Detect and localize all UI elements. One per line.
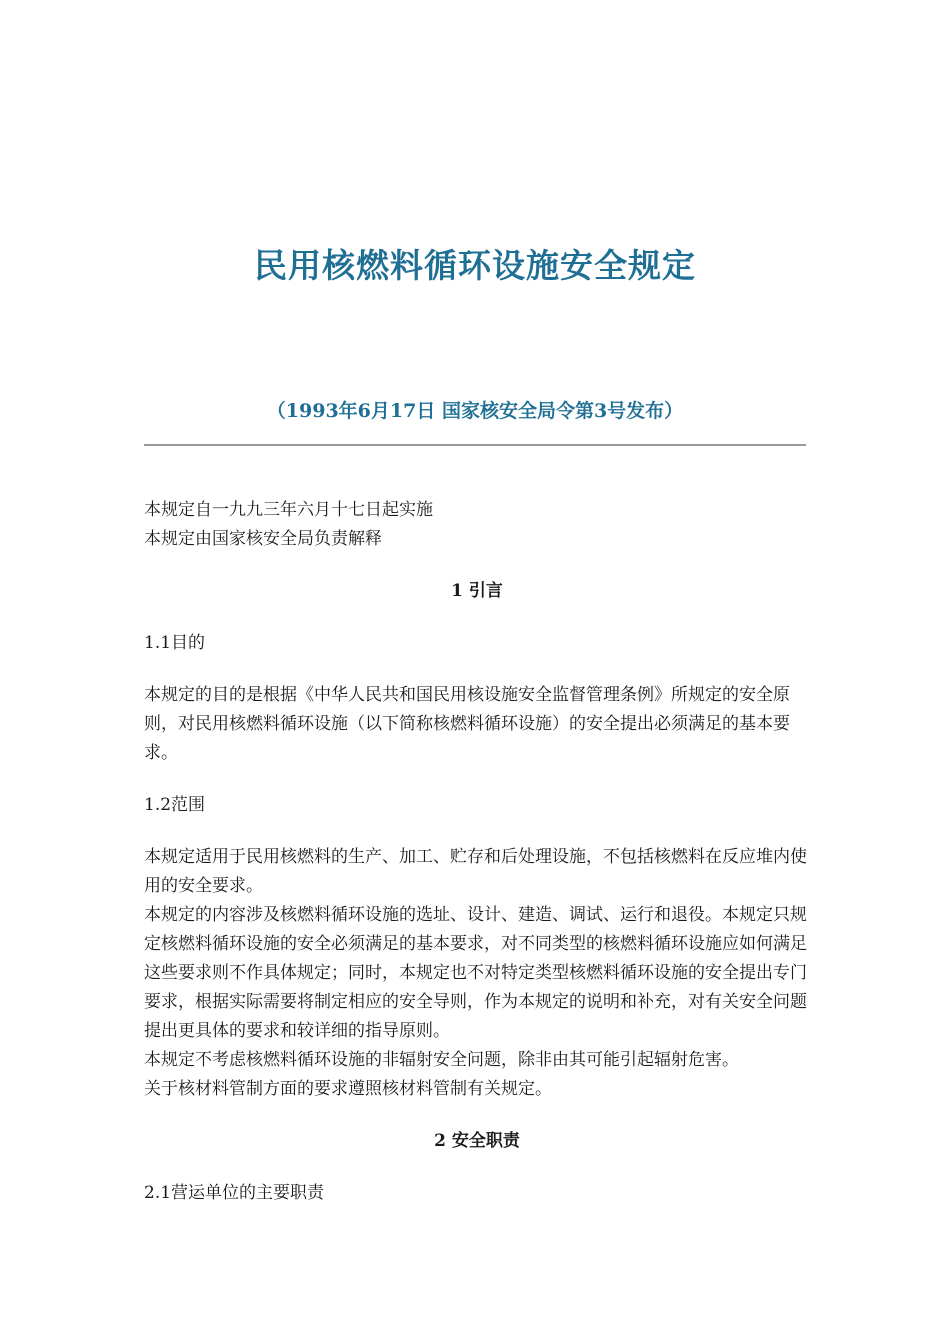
section-heading: 2 安全职责 [434, 1131, 520, 1151]
paragraph: 本规定的内容涉及核燃料循环设施的选址、设计、建造、调试、运行和退役。本规定只规定核燃料循环设施的安全必须满足的基本要求，对不同类型的核燃料循环设施应如何满足这些要求则不作具体规定；同时，本规定也不对特定类型核燃料循环设施的安全提出专门要求，根据实际需要将制定相应的安全导则，作为本规定的说明和补充，对有关安全问题提出更具体的要求和较详细的指导原则。 [144, 905, 807, 1041]
paragraph: 本规定不考虑核燃料循环设施的非辐射安全问题，除非由其可能引起辐射危害。 [144, 1050, 739, 1070]
paragraph: 本规定的目的是根据《中华人民共和国民用核设施安全监督管理条例》所规定的安全原则，对民用核燃料循环设施（以下简称核燃料循环设施）的安全提出必须满足的基本要求。 [144, 685, 790, 763]
subsection-title: 1.1目的 [144, 633, 206, 653]
paragraph: 关于核材料管制方面的要求遵照核材料管制有关规定。 [144, 1079, 552, 1099]
document-body [144, 496, 810, 1231]
title-divider [144, 444, 806, 446]
document-title: 民用核燃料循环设施安全规定 [254, 246, 696, 285]
section-heading: 1 引言 [451, 581, 503, 601]
subsection-title: 2.1营运单位的主要职责 [144, 1183, 325, 1203]
preamble-line: 本规定自一九九三年六月十七日起实施 [144, 500, 433, 520]
paragraph: 本规定适用于民用核燃料的生产、加工、贮存和后处理设施，不包括核燃料在反应堆内使用的安全要求。 [144, 847, 807, 896]
document-subtitle: （1993年6月17日 国家核安全局令第3号发布） [266, 400, 684, 422]
subsection-title: 1.2范围 [144, 795, 206, 815]
preamble-line: 本规定由国家核安全局负责解释 [144, 529, 382, 549]
